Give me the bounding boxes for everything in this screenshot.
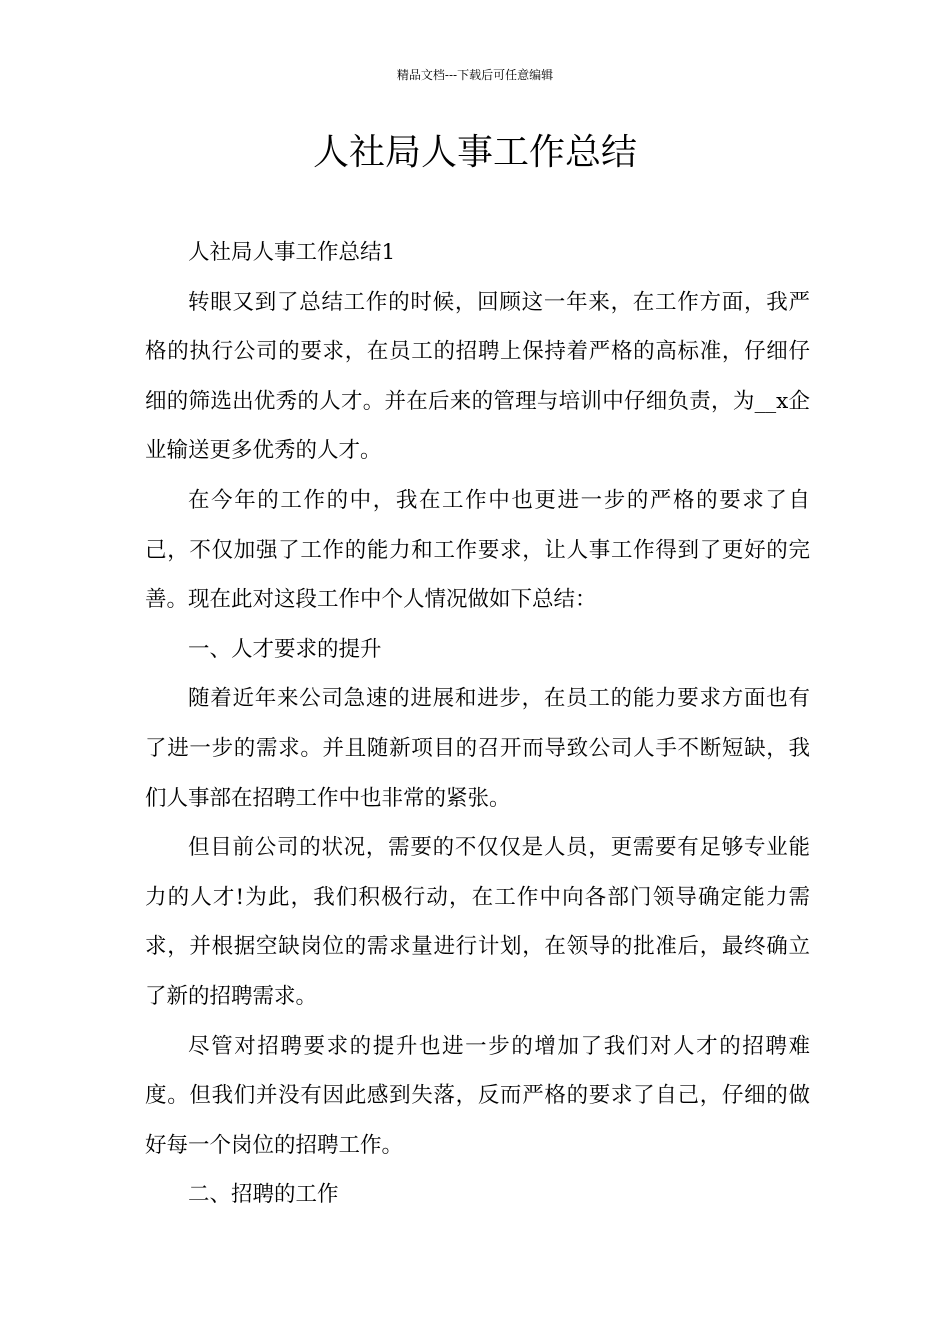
paragraph-difficulty: 尽管对招聘要求的提升也进一步的增加了我们对人才的招聘难度。但我们并没有因此感到失落，反而严格的要求了自己，仔细的做好每一个岗位的招聘工作。 xyxy=(145,1033,810,1158)
paragraph-overview: 在今年的工作的中，我在工作中也更进一步的严格的要求了自己，不仅加强了工作的能力和工作要求，让人事工作得到了更好的完善。现在此对这段工作中个人情况做如下总结： xyxy=(145,487,810,613)
document-body xyxy=(145,228,810,1220)
paragraph-intro: 转眼又到了总结工作的时候，回顾这一年来，在工作方面，我严格的执行公司的要求，在员工的招聘上保持着严格的高标准，仔细仔细的筛选出优秀的人才。并在后来的管理与培训中仔细负责，为__x企业输送更多优秀的人才。 xyxy=(145,289,810,464)
document-title: 人社局人事工作总结 xyxy=(312,132,637,173)
paragraph-section-heading: 人社局人事工作总结1 xyxy=(188,240,396,265)
header-note: 精品文档---下载后可任意编辑 xyxy=(396,68,554,82)
paragraph-heading-2: 二、招聘的工作 xyxy=(188,1182,339,1208)
paragraph-heading-1: 一、人才要求的提升 xyxy=(188,636,382,662)
paragraph-requirements: 随着近年来公司急速的进展和进步，在员工的能力要求方面也有了进一步的需求。并且随新项目的召开而导致公司人手不断短缺，我们人事部在招聘工作中也非常的紧张。 xyxy=(145,686,810,811)
paragraph-actions: 但目前公司的状况，需要的不仅仅是人员，更需要有足够专业能力的人才!为此，我们积极行动，在工作中向各部门领导确定能力需求，并根据空缺岗位的需求量进行计划，在领导的批准后，最终确立了新的招聘需求。 xyxy=(145,835,810,1009)
